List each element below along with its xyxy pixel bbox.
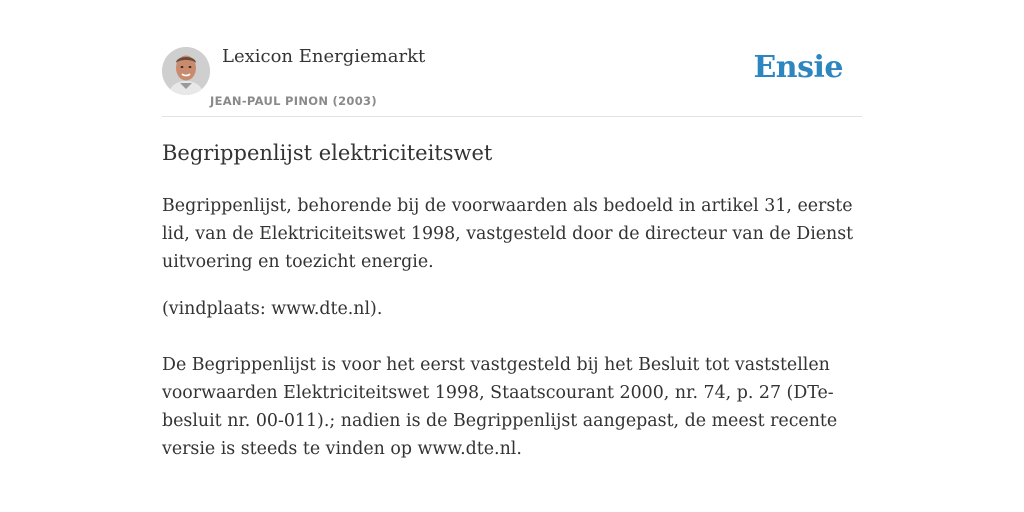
article-paragraph: Begrippenlijst, behorende bij de voorwaarden als bedoeld in artikel 31, eerste lid, van de Elektriciteitswet 1998, vastgesteld door de directeur van de Dienst uitvoering en toezicht energie.	[162, 196, 854, 272]
brand-logo[interactable]: Ensie	[753, 50, 843, 85]
article-paragraph: De Begrippenlijst is voor het eerst vastgesteld bij het Besluit tot vaststellen voorwaarden Elektriciteitswet 1998, Staatscourant 2000, nr. 74, p. 27 (DTe-besluit nr. 00-011).; nadien is de Begrippenlijst aangepast, de meest recente versie is steeds te vinden op www.dte.nl.	[162, 355, 838, 459]
article-paragraph: (vindplaats: www.dte.nl).	[162, 299, 383, 319]
header	[162, 0, 862, 117]
author-avatar[interactable]	[162, 47, 210, 95]
article-title: Begrippenlijst elektriciteitswet	[162, 141, 493, 165]
site-title[interactable]: Lexicon Energiemarkt	[222, 46, 426, 67]
author-portrait-icon	[162, 47, 210, 95]
article-card	[162, 0, 862, 459]
author-name[interactable]: JEAN-PAUL PINON (2003)	[210, 94, 377, 108]
